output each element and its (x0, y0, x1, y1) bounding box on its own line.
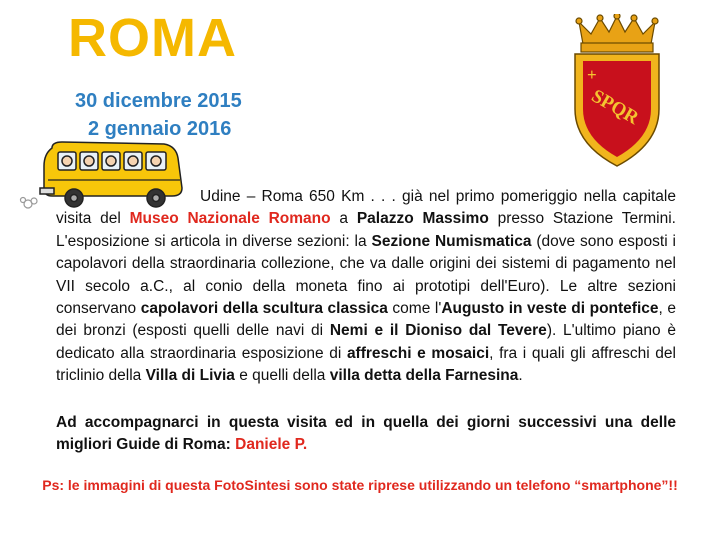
trip-description: Udine – Roma 650 Km . . . già nel primo pomeriggio nella capitale visita del Museo Nazionale Romano a Palazzo Massimo presso Stazione Termini. L'esposizione si articola in diverse sezioni: la Sezione Numismatica (dove sono esposti i capolavori della straordinaria collezione, che va dalle origini dei sistemi di pagamento nel VII secolo a.C., al conio della moneta fino ai prototipi dell'Euro). Le altre sezioni conservano capolavori della scultura classica come l'Augusto in veste di pontefice, e dei bronzi (esposti quelli delle navi di Nemi e il Dioniso dal Tevere). L'ultimo piano è dedicato alla straordinaria esposizione di affreschi e mosaici, fra i quali gli affreschi del triclinio della Villa di Livia e quelli della villa detta della Farnesina. (56, 188, 676, 385)
palazzo-name: Palazzo Massimo (356, 210, 489, 228)
svg-text:+: + (587, 65, 597, 84)
crest-text: SPQR (587, 85, 643, 130)
ps-note: Ps: le immagini di questa FotoSintesi sono state riprese utilizzando un telefono “smartphone”!! (42, 477, 678, 493)
start-date: 30 dicembre 2015 (75, 90, 242, 112)
page-title: ROMA (68, 8, 237, 68)
guide-name: Daniele P. (235, 436, 308, 454)
roma-crest-icon (567, 14, 667, 169)
end-date: 2 gennaio 2016 (88, 118, 232, 140)
museo-name: Museo Nazionale Romano (129, 210, 331, 228)
guide-paragraph: Ad accompagnarci in questa visita ed in quella dei giorni successivi una delle migliori Guide di Roma: Daniele P. (56, 414, 676, 454)
sezione-name: Sezione Numismatica (371, 232, 532, 250)
